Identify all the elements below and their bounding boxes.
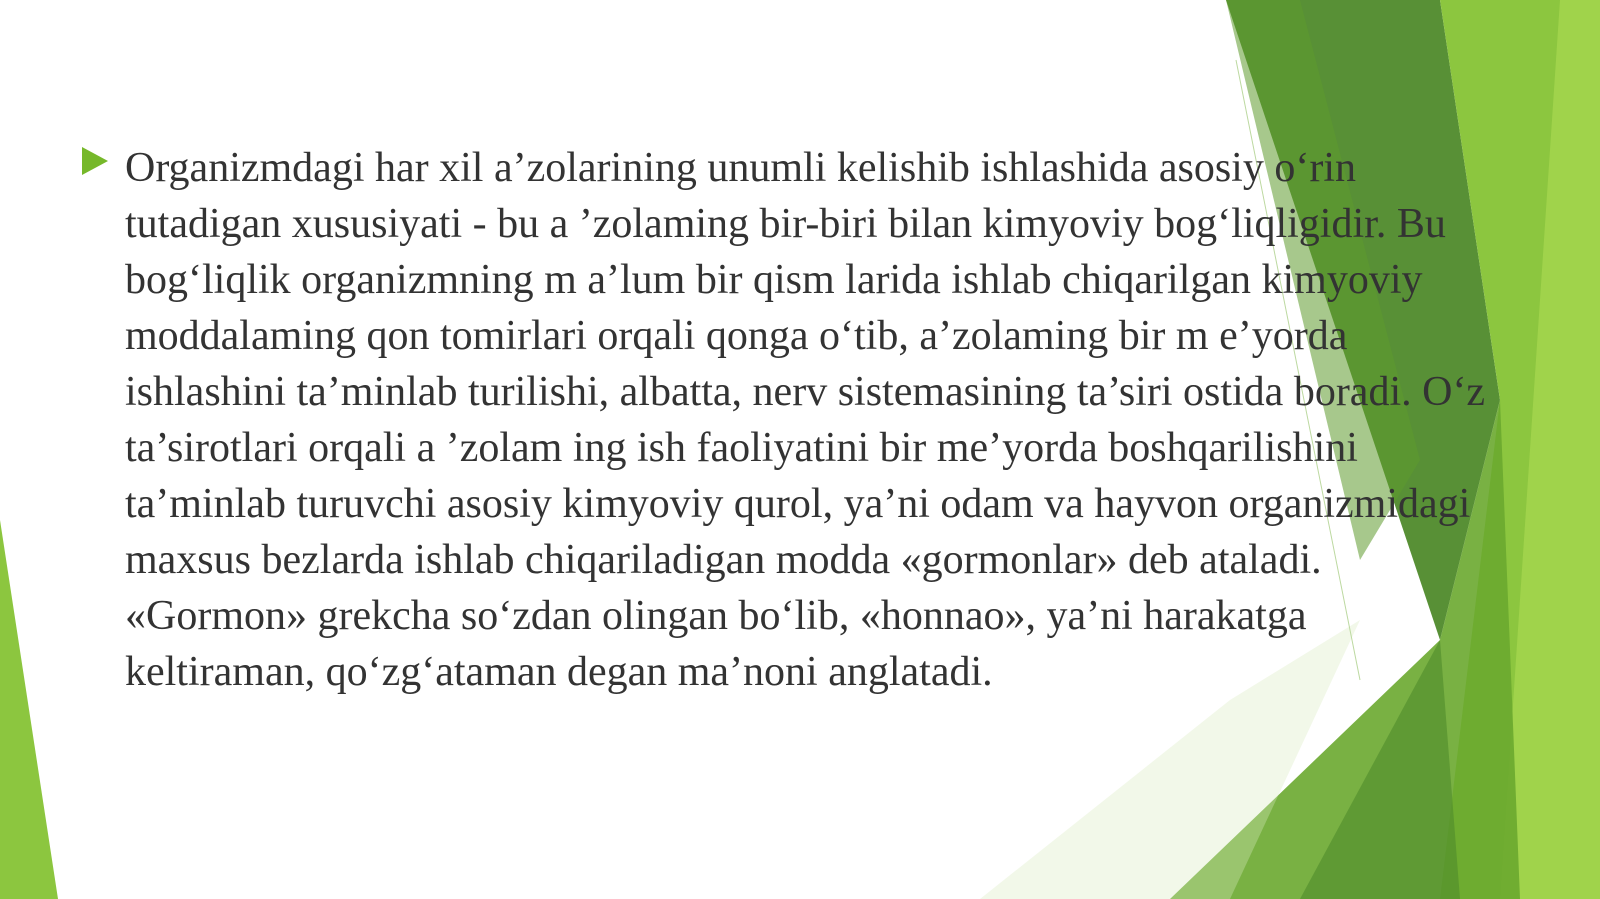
left-green-facet — [0, 520, 58, 899]
bullet-item — [82, 140, 1502, 700]
triangle-bullet-icon — [82, 147, 108, 175]
slide-content — [82, 140, 1502, 700]
bullet-paragraph: Organizmdagi har xil a’zolarining unumli kelishib ishlashida asosiy o‘rin tutadigan xususiyati - bu a ’zolaming bir-biri bilan kimyoviy bog‘liqligidir. Bu bog‘liqlik organizmning m a’lum bir qism larida ishlab chiqarilgan kimyoviy moddalaming qon tomirlari orqali qonga o‘tib, a’zolaming bir m e’yorda ishlashini ta’minlab turilishi, albatta, nerv sistemasining ta’siri ostida boradi. O‘z ta’sirotlari orqali a ’zolam ing ish faoliyatini bir me’yorda boshqarilishini ta’minlab turuvchi asosiy kimyoviy qurol, ya’ni odam va hayvon organizmidagi maxsus bezlarda ishlab chiqariladigan modda «gormonlar» deb ataladi. «Gormon» grekcha so‘zdan olingan bo‘lib, «honnao», ya’ni harakatga keltiraman, qo‘zg‘ataman degan ma’noni anglatadi. — [125, 145, 1486, 695]
